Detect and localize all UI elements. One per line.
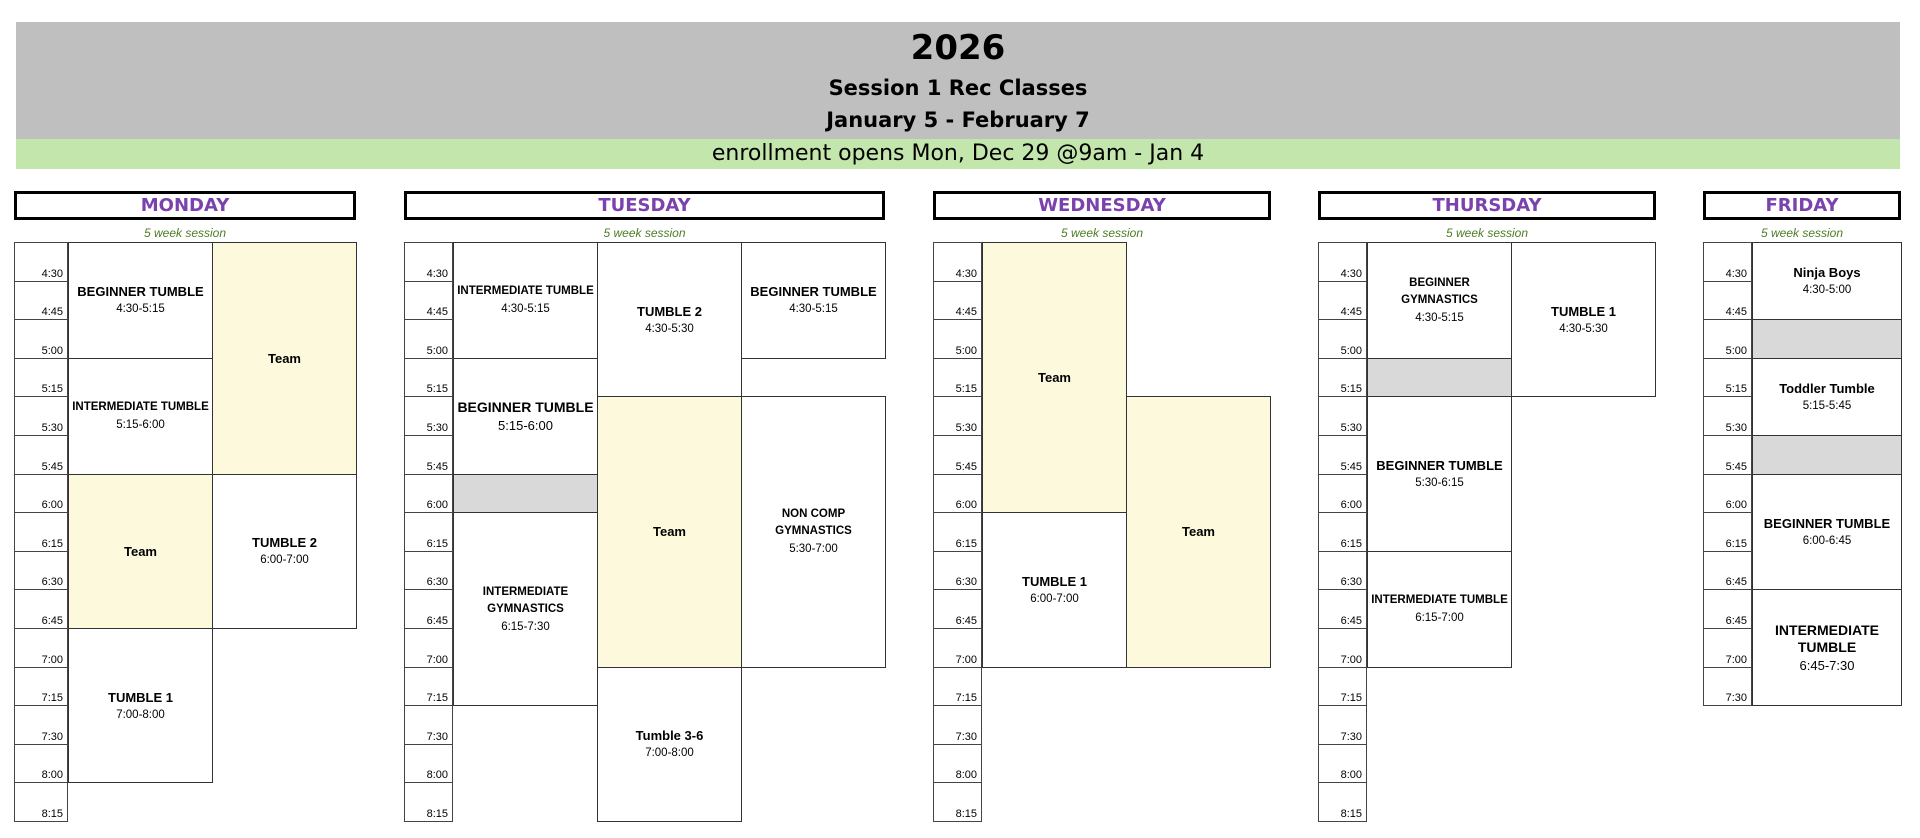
time-slot: 4:45: [933, 281, 982, 321]
time-slot: 6:15: [14, 512, 68, 552]
class-block[interactable]: [68, 358, 213, 475]
empty-slot: [1752, 319, 1902, 359]
time-slot: 6:45: [14, 589, 68, 629]
time-slot: 4:45: [1703, 281, 1752, 321]
team-block[interactable]: [982, 242, 1127, 513]
class-name: Tumble 3-6: [635, 728, 704, 744]
time-slot: 6:45: [1703, 589, 1752, 629]
class-name: INTERMEDIATE TUMBLE: [72, 401, 209, 414]
session-length-note: 5 week session: [1445, 226, 1529, 240]
class-block[interactable]: [68, 628, 213, 783]
time-slot: 4:30: [1703, 242, 1752, 282]
time-slot: 8:15: [404, 782, 453, 822]
class-name: Team: [268, 350, 301, 366]
time-slot: 5:45: [404, 435, 453, 475]
time-slot: 5:45: [1318, 435, 1367, 475]
time-slot: 6:30: [404, 551, 453, 591]
class-block[interactable]: [453, 242, 598, 359]
class-name: BEGINNER GYMNASTICS: [1401, 276, 1478, 306]
class-time: 6:45-7:30: [1799, 658, 1855, 674]
class-block[interactable]: [597, 242, 742, 397]
time-slot: 5:15: [14, 358, 68, 398]
time-slot: 8:15: [1318, 782, 1367, 822]
time-slot: 6:00: [14, 474, 68, 514]
time-slot: 6:30: [14, 551, 68, 591]
class-time: 7:00-8:00: [116, 708, 165, 721]
class-time: 6:15-7:00: [1415, 612, 1464, 625]
class-name: TUMBLE 1: [1551, 303, 1616, 319]
class-name: Team: [653, 524, 686, 540]
time-slot: 7:00: [404, 628, 453, 668]
session-length-note: 5 week session: [1060, 226, 1144, 240]
time-slot: 4:45: [14, 281, 68, 321]
day-title-monday: MONDAY: [14, 191, 356, 220]
class-block[interactable]: [597, 667, 742, 822]
time-slot: 7:30: [933, 705, 982, 745]
class-time: 5:30-6:15: [1415, 477, 1464, 490]
class-block[interactable]: [1367, 551, 1512, 668]
time-slot: 6:00: [1703, 474, 1752, 514]
class-time: 6:00-6:45: [1802, 534, 1852, 547]
class-name: BEGINNER TUMBLE: [750, 284, 877, 300]
time-slot: 6:45: [404, 589, 453, 629]
time-slot: 4:30: [404, 242, 453, 282]
time-slot: 8:15: [14, 782, 68, 822]
class-time: 4:30-5:15: [1415, 311, 1464, 324]
time-slot: 7:00: [1318, 628, 1367, 668]
team-block[interactable]: [1126, 396, 1271, 667]
time-slot: 5:45: [1703, 435, 1752, 475]
empty-slot: [453, 474, 598, 514]
class-block[interactable]: [1752, 474, 1902, 591]
class-block[interactable]: [68, 242, 213, 359]
time-slot: 4:45: [404, 281, 453, 321]
team-block[interactable]: [597, 396, 742, 667]
class-time: 5:15-5:45: [1802, 399, 1852, 412]
class-name: TUMBLE 1: [108, 689, 173, 705]
time-slot: 5:30: [1318, 396, 1367, 436]
class-name: INTERMEDIATE TUMBLE: [1371, 594, 1508, 607]
class-block[interactable]: [1752, 589, 1902, 706]
time-slot: 8:15: [933, 782, 982, 822]
class-name: BEGINNER TUMBLE: [457, 399, 594, 416]
class-name: INTERMEDIATE GYMNASTICS: [482, 585, 569, 615]
time-slot: 5:15: [1703, 358, 1752, 398]
class-time: 4:30-5:15: [116, 303, 165, 316]
time-slot: 7:15: [933, 667, 982, 707]
class-block[interactable]: [1367, 396, 1512, 551]
time-slot: 5:00: [14, 319, 68, 359]
class-time: 5:15-6:00: [116, 419, 165, 432]
time-slot: 7:15: [404, 667, 453, 707]
class-name: INTERMEDIATE TUMBLE: [457, 285, 594, 298]
time-slot: 5:30: [404, 396, 453, 436]
class-time: 5:15-6:00: [498, 418, 553, 434]
time-slot: 7:15: [14, 667, 68, 707]
time-slot: 5:00: [1703, 319, 1752, 359]
time-slot: 6:15: [404, 512, 453, 552]
class-block[interactable]: [453, 358, 598, 475]
time-slot: 7:00: [14, 628, 68, 668]
class-time: 4:30-5:00: [1802, 284, 1852, 297]
time-slot: 6:45: [1318, 589, 1367, 629]
time-slot: 5:30: [14, 396, 68, 436]
class-time: 4:30-5:15: [501, 303, 550, 316]
time-slot: 6:00: [1318, 474, 1367, 514]
time-slot: 7:00: [933, 628, 982, 668]
time-slot: 6:15: [933, 512, 982, 552]
session-dates: January 5 - February 7: [826, 108, 1090, 132]
class-time: 6:15-7:30: [501, 620, 550, 633]
time-slot: 7:30: [14, 705, 68, 745]
time-slot: 6:15: [1703, 512, 1752, 552]
class-block[interactable]: [1511, 242, 1656, 397]
time-slot: 5:15: [933, 358, 982, 398]
time-slot: 5:45: [933, 435, 982, 475]
time-slot: 8:00: [14, 744, 68, 784]
schedule-header: [16, 22, 1900, 139]
session-title: Session 1 Rec Classes: [828, 76, 1088, 100]
class-name: INTERMEDIATE TUMBLE: [1775, 622, 1879, 656]
time-slot: 4:30: [14, 242, 68, 282]
time-slot: 5:00: [933, 319, 982, 359]
time-slot: 8:00: [404, 744, 453, 784]
time-slot: 5:00: [1318, 319, 1367, 359]
class-time: 7:00-8:00: [645, 747, 694, 760]
time-slot: 4:30: [933, 242, 982, 282]
empty-slot: [1367, 358, 1512, 398]
class-block[interactable]: [741, 396, 886, 667]
time-slot: 4:45: [1318, 281, 1367, 321]
class-block[interactable]: [1752, 242, 1902, 320]
enrollment-banner: enrollment opens Mon, Dec 29 @9am - Jan 4: [16, 139, 1900, 169]
time-slot: 5:30: [933, 396, 982, 436]
session-length-note: 5 week session: [603, 226, 686, 240]
class-time: 4:30-5:30: [1559, 322, 1608, 335]
class-name: BEGINNER TUMBLE: [77, 284, 204, 300]
class-time: 6:00-7:00: [260, 554, 309, 567]
class-block[interactable]: [982, 512, 1127, 667]
class-name: TUMBLE 1: [1022, 573, 1087, 589]
time-slot: 8:00: [1318, 744, 1367, 784]
day-title-friday: FRIDAY: [1703, 191, 1901, 220]
day-title-tuesday: TUESDAY: [404, 191, 885, 220]
class-block[interactable]: [212, 474, 357, 629]
class-time: 6:00-7:00: [1030, 592, 1079, 605]
empty-slot: [1752, 435, 1902, 475]
time-slot: 7:00: [1703, 628, 1752, 668]
class-name: BEGINNER TUMBLE: [1763, 515, 1891, 531]
time-slot: 7:30: [1703, 667, 1752, 707]
team-block[interactable]: [68, 474, 213, 629]
time-slot: 4:30: [1318, 242, 1367, 282]
class-name: Team: [124, 543, 157, 559]
time-slot: 5:15: [1318, 358, 1367, 398]
class-name: NON COMP GYMNASTICS: [775, 508, 852, 538]
class-name: TUMBLE 2: [252, 535, 317, 551]
class-name: BEGINNER TUMBLE: [1376, 458, 1503, 474]
class-time: 4:30-5:15: [789, 303, 838, 316]
class-time: 5:30-7:00: [789, 543, 838, 556]
class-time: 4:30-5:30: [645, 322, 694, 335]
class-name: Team: [1182, 524, 1215, 540]
session-length-note: 5 week session: [143, 226, 227, 240]
class-block[interactable]: [1367, 242, 1512, 359]
session-length-note: 5 week session: [1760, 226, 1844, 240]
class-name: TUMBLE 2: [637, 303, 702, 319]
class-name: Ninja Boys: [1793, 265, 1861, 281]
year-title: 2026: [910, 28, 1006, 68]
time-slot: 6:30: [1318, 551, 1367, 591]
time-slot: 7:30: [404, 705, 453, 745]
time-slot: 7:15: [1318, 667, 1367, 707]
class-block[interactable]: [453, 512, 598, 706]
class-name: Team: [1038, 370, 1071, 386]
day-title-wednesday: WEDNESDAY: [933, 191, 1271, 220]
day-title-thursday: THURSDAY: [1318, 191, 1656, 220]
class-block[interactable]: [741, 242, 886, 359]
time-slot: 5:30: [1703, 396, 1752, 436]
class-name: Toddler Tumble: [1779, 380, 1875, 396]
time-slot: 5:45: [14, 435, 68, 475]
time-slot: 5:15: [404, 358, 453, 398]
time-slot: 6:00: [404, 474, 453, 514]
time-slot: 7:30: [1318, 705, 1367, 745]
time-slot: 5:00: [404, 319, 453, 359]
time-slot: 8:00: [933, 744, 982, 784]
time-slot: 6:45: [1703, 551, 1752, 591]
time-slot: 6:30: [933, 551, 982, 591]
team-block[interactable]: [212, 242, 357, 475]
time-slot: 6:15: [1318, 512, 1367, 552]
time-slot: 6:00: [933, 474, 982, 514]
time-slot: 6:45: [933, 589, 982, 629]
class-block[interactable]: [1752, 358, 1902, 436]
